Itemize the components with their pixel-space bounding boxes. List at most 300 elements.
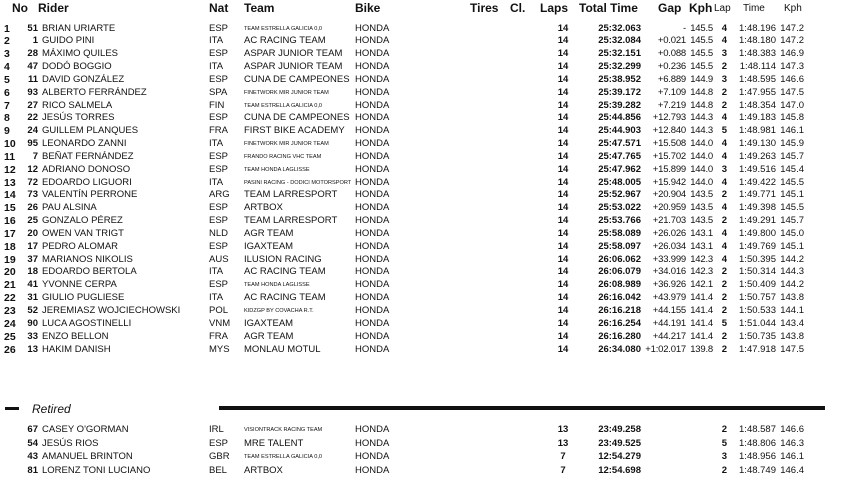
rider-number: 43 xyxy=(27,451,38,463)
laps: 14 xyxy=(557,279,569,291)
best-lap-time: 1:49.516 xyxy=(739,163,776,175)
best-lap-time: 1:48.354 xyxy=(739,99,776,111)
top-kph: 147.0 xyxy=(780,99,804,111)
total-time: 12:54.698 xyxy=(598,465,641,477)
gap: +1:02.017 xyxy=(645,343,686,355)
best-lap-time: 1:48.981 xyxy=(739,125,776,137)
rider-number: 72 xyxy=(27,176,38,188)
total-time: 23:49.525 xyxy=(598,437,641,449)
laps: 14 xyxy=(557,48,569,60)
best-lap: 4 xyxy=(721,35,727,47)
bike-name: HONDA xyxy=(355,343,390,355)
best-lap: 2 xyxy=(721,424,727,435)
rider-number: 7 xyxy=(32,150,38,162)
team-name: KIDZGP BY COVACHA R.T. xyxy=(244,307,314,314)
header-gap: Gap xyxy=(658,1,682,15)
team-name: FINETWORK MIR JUNIOR TEAM xyxy=(244,141,329,148)
best-lap: 2 xyxy=(721,292,727,304)
top-kph: 143.8 xyxy=(780,330,804,342)
rider-name: LORENZ TONI LUCIANO xyxy=(42,465,151,477)
laps: 14 xyxy=(557,253,569,265)
team-name: TEAM LARRESPORT xyxy=(244,189,338,201)
top-kph: 145.5 xyxy=(780,176,804,188)
best-lap: 2 xyxy=(721,61,727,73)
best-lap: 4 xyxy=(721,202,727,214)
total-time: 25:39.282 xyxy=(598,99,641,111)
best-lap-time: 1:50.314 xyxy=(739,266,776,278)
rider-name: VALENTÍN PERRONE xyxy=(42,189,138,201)
best-lap: 2 xyxy=(721,304,727,316)
table-row xyxy=(0,228,846,241)
position: 13 xyxy=(4,176,16,189)
table-row xyxy=(0,189,846,202)
bike-name: HONDA xyxy=(355,189,390,201)
total-time: 26:34.080 xyxy=(598,343,641,355)
top-kph: 145.7 xyxy=(780,215,804,227)
team-name: FINETWORK MIR JUNIOR TEAM xyxy=(244,89,329,96)
avg-kph: 144.0 xyxy=(690,176,713,188)
rider-number: 11 xyxy=(27,73,38,85)
table-row xyxy=(0,266,846,279)
team-name: CUNA DE CAMPEONES xyxy=(244,73,350,85)
rider-name: PEDRO ALOMAR xyxy=(42,240,119,252)
rider-name: MÁXIMO QUILES xyxy=(42,48,119,60)
rider-number: 31 xyxy=(27,292,38,304)
top-kph: 145.4 xyxy=(780,163,804,175)
position: 20 xyxy=(4,266,16,279)
avg-kph: 142.3 xyxy=(690,266,713,278)
avg-kph: 145.5 xyxy=(690,48,713,60)
total-time: 26:16.280 xyxy=(598,330,641,342)
rider-number: 24 xyxy=(27,125,38,137)
rider-number: 22 xyxy=(27,112,38,124)
header-time: Time xyxy=(743,3,765,14)
best-lap: 4 xyxy=(721,240,727,252)
best-lap-time: 1:49.422 xyxy=(739,176,776,188)
total-time: 26:08.989 xyxy=(598,279,641,291)
rider-number: 27 xyxy=(27,99,38,111)
bike-name: HONDA xyxy=(355,125,390,137)
nationality: ESP xyxy=(209,202,229,214)
gap: +20.959 xyxy=(652,202,686,214)
best-lap: 3 xyxy=(721,73,727,85)
rider-number: 95 xyxy=(27,138,38,150)
nationality: NLD xyxy=(209,227,229,239)
top-kph: 147.2 xyxy=(780,22,804,34)
table-row xyxy=(0,100,846,113)
rider-name: MARIANOS NIKOLIS xyxy=(42,253,133,265)
avg-kph: 142.3 xyxy=(690,253,713,265)
table-row xyxy=(0,318,846,331)
total-time: 12:54.279 xyxy=(598,451,641,463)
table-row xyxy=(0,23,846,36)
best-lap-time: 1:49.769 xyxy=(739,240,776,252)
gap: +15.899 xyxy=(652,163,686,175)
team-name: FRANDO RACING VHC TEAM xyxy=(244,153,322,160)
position: 24 xyxy=(4,317,16,330)
rider-number: 67 xyxy=(27,424,38,435)
table-row xyxy=(0,138,846,151)
total-time: 25:47.571 xyxy=(598,138,641,150)
laps: 14 xyxy=(557,150,569,162)
table-row xyxy=(0,424,846,437)
best-lap: 4 xyxy=(721,138,727,150)
laps: 14 xyxy=(557,61,569,73)
total-time: 25:58.089 xyxy=(598,227,641,239)
gap: +36.926 xyxy=(652,279,686,291)
nationality: AUS xyxy=(209,253,229,265)
position: 18 xyxy=(4,240,16,253)
bike-name: HONDA xyxy=(355,304,390,316)
table-row xyxy=(0,164,846,177)
best-lap-time: 1:49.291 xyxy=(739,215,776,227)
nationality: IRL xyxy=(209,424,224,435)
header-no: No xyxy=(12,1,28,15)
best-lap-time: 1:48.595 xyxy=(739,73,776,85)
best-lap-time: 1:48.956 xyxy=(739,451,776,463)
avg-kph: 143.1 xyxy=(690,227,713,239)
bike-name: HONDA xyxy=(355,437,390,449)
rider-name: OWEN VAN TRIGT xyxy=(42,227,124,239)
rider-number: 12 xyxy=(27,163,38,175)
rider-name: BRIAN URIARTE xyxy=(42,22,116,34)
top-kph: 147.3 xyxy=(780,61,804,73)
team-name: ASPAR JUNIOR TEAM xyxy=(244,48,343,60)
best-lap: 2 xyxy=(721,343,727,355)
bike-name: HONDA xyxy=(355,112,390,124)
rider-number: 26 xyxy=(27,202,38,214)
header-total-time: Total Time xyxy=(579,1,638,15)
nationality: SPA xyxy=(209,86,228,98)
position: 2 xyxy=(4,35,10,48)
top-kph: 143.4 xyxy=(780,317,804,329)
team-name: VISIONTRACK RACING TEAM xyxy=(244,427,323,433)
best-lap-time: 1:49.800 xyxy=(739,227,776,239)
bike-name: HONDA xyxy=(355,292,390,304)
avg-kph: 145.5 xyxy=(690,35,713,47)
header-kph: Kph xyxy=(689,1,713,15)
best-lap-time: 1:49.398 xyxy=(739,202,776,214)
team-name: AC RACING TEAM xyxy=(244,292,326,304)
laps: 14 xyxy=(557,240,569,252)
total-time: 26:16.254 xyxy=(598,317,641,329)
position: 19 xyxy=(4,253,16,266)
total-time: 26:06.062 xyxy=(598,253,641,265)
position: 9 xyxy=(4,125,10,138)
best-lap: 5 xyxy=(721,437,727,449)
gap: +0.236 xyxy=(657,61,686,73)
position: 22 xyxy=(4,292,16,305)
avg-kph: 144.0 xyxy=(690,138,713,150)
team-name: MONLAU MOTUL xyxy=(244,343,321,355)
best-lap-time: 1:49.771 xyxy=(739,189,776,201)
position: 23 xyxy=(4,304,16,317)
top-kph: 145.7 xyxy=(780,150,804,162)
bike-name: HONDA xyxy=(355,150,390,162)
gap: +6.889 xyxy=(657,73,686,85)
rider-name: JESÚS TORRES xyxy=(42,112,115,124)
nationality: ESP xyxy=(209,112,229,124)
rider-number: 13 xyxy=(27,343,38,355)
avg-kph: 144.3 xyxy=(690,112,713,124)
avg-kph: 143.5 xyxy=(690,189,713,201)
avg-kph: 143.1 xyxy=(690,240,713,252)
gap: +0.021 xyxy=(657,35,686,47)
best-lap: 4 xyxy=(721,112,727,124)
laps: 14 xyxy=(557,227,569,239)
table-row xyxy=(0,305,846,318)
bike-name: HONDA xyxy=(355,215,390,227)
nationality: ESP xyxy=(209,22,229,34)
top-kph: 147.5 xyxy=(780,343,804,355)
laps: 14 xyxy=(557,138,569,150)
gap: - xyxy=(683,22,686,34)
team-name: TEAM ESTRELLA GALICIA 0,0 xyxy=(244,25,323,32)
best-lap-time: 1:47.918 xyxy=(739,343,776,355)
rider-name: JESÚS RIOS xyxy=(42,437,99,449)
best-lap-time: 1:48.587 xyxy=(739,424,776,435)
laps: 14 xyxy=(557,176,569,188)
best-lap-time: 1:50.395 xyxy=(739,253,776,265)
team-name: ASPAR JUNIOR TEAM xyxy=(244,61,343,73)
position: 25 xyxy=(4,330,16,343)
nationality: ITA xyxy=(209,266,224,278)
avg-kph: 141.4 xyxy=(690,330,713,342)
table-header xyxy=(0,3,846,16)
bike-name: HONDA xyxy=(355,317,390,329)
section-divider-bar xyxy=(219,406,825,410)
best-lap-time: 1:47.955 xyxy=(739,86,776,98)
team-name: ILUSION RACING xyxy=(244,253,322,265)
rider-number: 81 xyxy=(27,465,38,477)
header-lap: Lap xyxy=(714,3,731,14)
best-lap: 2 xyxy=(721,279,727,291)
avg-kph: 144.0 xyxy=(690,163,713,175)
top-kph: 144.2 xyxy=(780,253,804,265)
top-kph: 144.2 xyxy=(780,279,804,291)
laps: 14 xyxy=(557,292,569,304)
rider-number: 47 xyxy=(27,61,38,73)
top-kph: 145.8 xyxy=(780,112,804,124)
rider-name: DODÓ BOGGIO xyxy=(42,61,112,73)
rider-name: GUIDO PINI xyxy=(42,35,95,47)
total-time: 25:32.084 xyxy=(598,35,641,47)
table-row xyxy=(0,61,846,74)
avg-kph: 141.4 xyxy=(690,292,713,304)
rider-name: CASEY O'GORMAN xyxy=(42,424,129,435)
total-time: 23:49.258 xyxy=(598,424,641,435)
best-lap: 2 xyxy=(721,215,727,227)
best-lap: 3 xyxy=(721,451,727,463)
best-lap-time: 1:51.044 xyxy=(739,317,776,329)
position: 26 xyxy=(4,343,16,356)
laps: 7 xyxy=(560,451,566,463)
nationality: FRA xyxy=(209,125,228,137)
header-tires: Tires xyxy=(470,1,499,15)
position: 3 xyxy=(4,48,10,61)
laps: 13 xyxy=(557,437,569,449)
laps: 14 xyxy=(557,99,569,111)
best-lap: 2 xyxy=(721,266,727,278)
top-kph: 145.1 xyxy=(780,240,804,252)
best-lap-time: 1:49.263 xyxy=(739,150,776,162)
top-kph: 145.9 xyxy=(780,138,804,150)
team-name: AC RACING TEAM xyxy=(244,35,326,47)
gap: +43.979 xyxy=(652,292,686,304)
header-bike: Bike xyxy=(355,1,381,15)
total-time: 25:32.063 xyxy=(598,22,641,34)
bike-name: HONDA xyxy=(355,176,390,188)
top-kph: 146.4 xyxy=(780,465,804,477)
total-time: 25:44.856 xyxy=(598,112,641,124)
position: 15 xyxy=(4,202,16,215)
bike-name: HONDA xyxy=(355,330,390,342)
team-name: AGR TEAM xyxy=(244,227,294,239)
rider-name: EDOARDO LIGUORI xyxy=(42,176,132,188)
rider-name: BEÑAT FERNÁNDEZ xyxy=(42,150,134,162)
table-row xyxy=(0,279,846,292)
table-row xyxy=(0,344,846,357)
total-time: 25:53.766 xyxy=(598,215,641,227)
bike-name: HONDA xyxy=(355,451,390,463)
gap: +44.217 xyxy=(652,330,686,342)
rider-name: LUCA AGOSTINELLI xyxy=(42,317,132,329)
rider-name: ALBERTO FERRÁNDEZ xyxy=(42,86,147,98)
nationality: ESP xyxy=(209,163,229,175)
table-row xyxy=(0,125,846,138)
best-lap: 2 xyxy=(721,99,727,111)
rider-number: 41 xyxy=(27,279,38,291)
best-lap: 2 xyxy=(721,465,727,477)
top-kph: 146.9 xyxy=(780,48,804,60)
avg-kph: 144.8 xyxy=(690,99,713,111)
total-time: 26:16.218 xyxy=(598,304,641,316)
avg-kph: 145.5 xyxy=(690,22,713,34)
bike-name: HONDA xyxy=(355,99,390,111)
avg-kph: 144.3 xyxy=(690,125,713,137)
laps: 14 xyxy=(557,330,569,342)
nationality: ESP xyxy=(209,437,229,449)
gap: +26.034 xyxy=(652,240,686,252)
total-time: 26:16.042 xyxy=(598,292,641,304)
table-row xyxy=(0,331,846,344)
gap: +34.016 xyxy=(652,266,686,278)
team-name: PASINI RACING - DODICI MOTORSPORT xyxy=(244,179,352,186)
rider-name: YVONNE CERPA xyxy=(42,279,117,291)
top-kph: 147.5 xyxy=(780,86,804,98)
gap: +0.088 xyxy=(657,48,686,60)
nationality: ESP xyxy=(209,240,229,252)
table-row xyxy=(0,177,846,190)
rider-number: 52 xyxy=(27,304,38,316)
nationality: ESP xyxy=(209,279,229,291)
top-kph: 146.1 xyxy=(780,451,804,463)
bike-name: HONDA xyxy=(355,465,390,477)
bike-name: HONDA xyxy=(355,138,390,150)
rider-number: 18 xyxy=(27,266,38,278)
header-team: Team xyxy=(244,1,275,15)
avg-kph: 143.5 xyxy=(690,202,713,214)
bike-name: HONDA xyxy=(355,163,390,175)
gap: +33.999 xyxy=(652,253,686,265)
best-lap-time: 1:49.130 xyxy=(739,138,776,150)
nationality: ITA xyxy=(209,138,224,150)
best-lap: 4 xyxy=(721,150,727,162)
best-lap: 4 xyxy=(721,253,727,265)
table-row xyxy=(0,465,846,478)
header-top-kph: Kph xyxy=(784,3,802,14)
bike-name: HONDA xyxy=(355,86,390,98)
rider-name: LEONARDO ZANNI xyxy=(42,138,127,150)
rider-number: 93 xyxy=(27,86,38,98)
position: 10 xyxy=(4,138,16,151)
table-row xyxy=(0,451,846,464)
top-kph: 143.8 xyxy=(780,292,804,304)
rider-number: 20 xyxy=(27,227,38,239)
rider-name: RICO SALMELA xyxy=(42,99,113,111)
nationality: FIN xyxy=(209,99,225,111)
bike-name: HONDA xyxy=(355,424,390,435)
bike-name: HONDA xyxy=(355,73,390,85)
gap: +44.191 xyxy=(652,317,686,329)
best-lap-time: 1:48.806 xyxy=(739,437,776,449)
laps: 14 xyxy=(557,343,569,355)
rider-number: 73 xyxy=(27,189,38,201)
top-kph: 144.1 xyxy=(780,304,804,316)
best-lap: 5 xyxy=(721,317,727,329)
avg-kph: 141.4 xyxy=(690,304,713,316)
rider-number: 37 xyxy=(27,253,38,265)
avg-kph: 142.1 xyxy=(690,279,713,291)
laps: 14 xyxy=(557,304,569,316)
rider-number: 54 xyxy=(27,437,38,449)
rider-name: GIULIO PUGLIESE xyxy=(42,292,125,304)
bike-name: HONDA xyxy=(355,279,390,291)
position: 17 xyxy=(4,227,16,240)
table-row xyxy=(0,151,846,164)
top-kph: 146.3 xyxy=(780,437,804,449)
position: 7 xyxy=(4,99,10,112)
position: 14 xyxy=(4,189,16,202)
laps: 14 xyxy=(557,202,569,214)
best-lap-time: 1:50.409 xyxy=(739,279,776,291)
rider-number: 90 xyxy=(27,317,38,329)
laps: 14 xyxy=(557,125,569,137)
rider-name: HAKIM DANISH xyxy=(42,343,111,355)
table-row xyxy=(0,292,846,305)
rider-name: PAU ALSINA xyxy=(42,202,97,214)
nationality: GBR xyxy=(209,451,230,463)
top-kph: 145.0 xyxy=(780,227,804,239)
position: 6 xyxy=(4,86,10,99)
laps: 14 xyxy=(557,189,569,201)
nationality: ITA xyxy=(209,292,224,304)
avg-kph: 144.9 xyxy=(690,73,713,85)
avg-kph: 143.5 xyxy=(690,215,713,227)
team-name: TEAM ESTRELLA GALICIA 0,0 xyxy=(244,102,323,109)
nationality: ESP xyxy=(209,73,229,85)
rider-number: 51 xyxy=(27,22,38,34)
rider-name: ADRIANO DONOSO xyxy=(42,163,131,175)
laps: 14 xyxy=(557,163,569,175)
table-row xyxy=(0,241,846,254)
table-row xyxy=(0,74,846,87)
total-time: 25:53.022 xyxy=(598,202,641,214)
header-laps: Laps xyxy=(540,1,569,15)
rider-name: ENZO BELLON xyxy=(42,330,109,342)
gap: +7.109 xyxy=(657,86,686,98)
bike-name: HONDA xyxy=(355,22,390,34)
